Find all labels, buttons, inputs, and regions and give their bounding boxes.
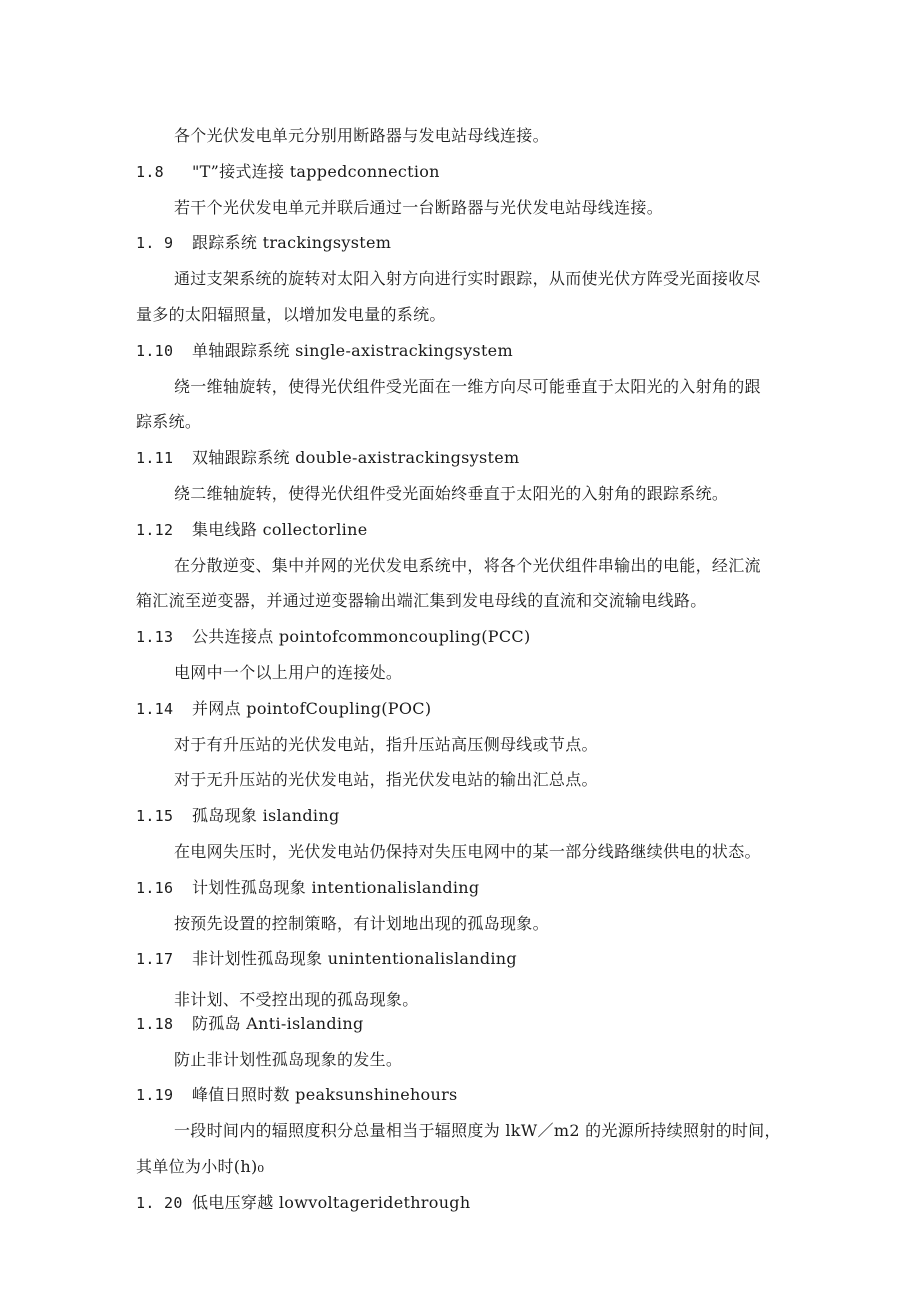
body-paragraph: 一段时间内的辐照度积分总量相当于辐照度为 lkW／m2 的光源所持续照射的时间，: [174, 1121, 781, 1140]
section-term: "T”接式连接 tappedconnection: [192, 162, 440, 181]
section-number: 1.12: [136, 521, 174, 539]
section-number: 1.19: [136, 1086, 174, 1104]
section-number: 1.8: [136, 163, 164, 181]
section-number: 1.16: [136, 879, 174, 897]
section-number: 1.15: [136, 807, 174, 825]
section-number: 1. 20: [136, 1194, 183, 1212]
section-number: 1.18: [136, 1015, 174, 1033]
body-paragraph-continuation: 踪系统。: [136, 412, 202, 431]
section-term: 计划性孤岛现象 intentionalislanding: [192, 878, 480, 897]
body-paragraph: 对于无升压站的光伏发电站，指光伏发电站的输出汇总点。: [174, 770, 598, 789]
section-term: 孤岛现象 islanding: [192, 806, 340, 825]
section-heading-1-16: [136, 878, 479, 898]
section-heading-1-13: [136, 627, 531, 647]
body-paragraph: 各个光伏发电单元分别用断路器与发电站母线连接。: [174, 126, 549, 145]
section-term: 公共连接点 pointofcommoncoupling(PCC): [192, 627, 531, 646]
section-heading-1-8: [136, 162, 440, 182]
body-paragraph-continuation: 其单位为小时(h)₀: [136, 1157, 265, 1176]
body-paragraph: 防止非计划性孤岛现象的发生。: [174, 1050, 403, 1069]
section-term: 跟踪系统 trackingsystem: [192, 233, 392, 252]
body-paragraph: 在分散逆变、集中并网的光伏发电系统中，将各个光伏组件串输出的电能，经汇流: [174, 556, 761, 575]
body-paragraph: 电网中一个以上用户的连接处。: [174, 663, 403, 682]
section-number: 1.10: [136, 342, 174, 360]
body-paragraph-continuation: 箱汇流至逆变器，并通过逆变器输出端汇集到发电母线的直流和交流输电线路。: [136, 591, 707, 610]
body-paragraph: 在电网失压时，光伏发电站仍保持对失压电网中的某一部分线路继续供电的状态。: [174, 842, 761, 861]
body-paragraph-continuation: 量多的太阳辐照量，以增加发电量的系统。: [136, 305, 446, 324]
section-heading-1-10: [136, 341, 513, 361]
section-term: 低电压穿越 lowvoltageridethrough: [192, 1193, 471, 1212]
section-heading-1-18: [136, 1014, 364, 1034]
section-term: 单轴跟踪系统 single-axistrackingsystem: [192, 341, 513, 360]
section-term: 并网点 pointofCoupling(POC): [192, 699, 432, 718]
section-heading-1-14: [136, 699, 431, 719]
section-term: 双轴跟踪系统 double-axistrackingsystem: [192, 448, 520, 467]
body-paragraph: 绕一维轴旋转，使得光伏组件受光面在一维方向尽可能垂直于太阳光的入射角的跟: [174, 377, 761, 396]
section-heading-1-19: [136, 1085, 458, 1105]
section-number: 1. 9: [136, 234, 174, 252]
section-term: 防孤岛 Anti-islanding: [192, 1014, 364, 1033]
section-heading-1-20: [136, 1193, 470, 1213]
body-paragraph: 若干个光伏发电单元并联后通过一台断路器与光伏发电站母线连接。: [174, 198, 664, 217]
section-heading-1-9: [136, 233, 391, 253]
section-heading-1-12: [136, 520, 367, 540]
section-heading-1-17: [136, 949, 517, 969]
section-number: 1.11: [136, 449, 174, 467]
body-paragraph: 绕二维轴旋转，使得光伏组件受光面始终垂直于太阳光的入射角的跟踪系统。: [174, 484, 729, 503]
body-paragraph: 非计划、不受控出现的孤岛现象。: [174, 990, 419, 1009]
section-heading-1-15: [136, 806, 339, 826]
body-paragraph: 按预先设置的控制策略，有计划地出现的孤岛现象。: [174, 914, 549, 933]
section-number: 1.14: [136, 700, 174, 718]
section-term: 非计划性孤岛现象 unintentionalislanding: [192, 949, 517, 968]
section-heading-1-11: [136, 448, 519, 468]
section-term: 峰值日照时数 peaksunshinehours: [192, 1085, 458, 1104]
section-number: 1.13: [136, 628, 174, 646]
section-number: 1.17: [136, 950, 174, 968]
body-paragraph: 通过支架系统的旋转对太阳入射方向进行实时跟踪，从而使光伏方阵受光面接收尽: [174, 269, 761, 288]
body-paragraph: 对于有升压站的光伏发电站，指升压站高压侧母线或节点。: [174, 735, 598, 754]
section-term: 集电线路 collectorline: [192, 520, 368, 539]
